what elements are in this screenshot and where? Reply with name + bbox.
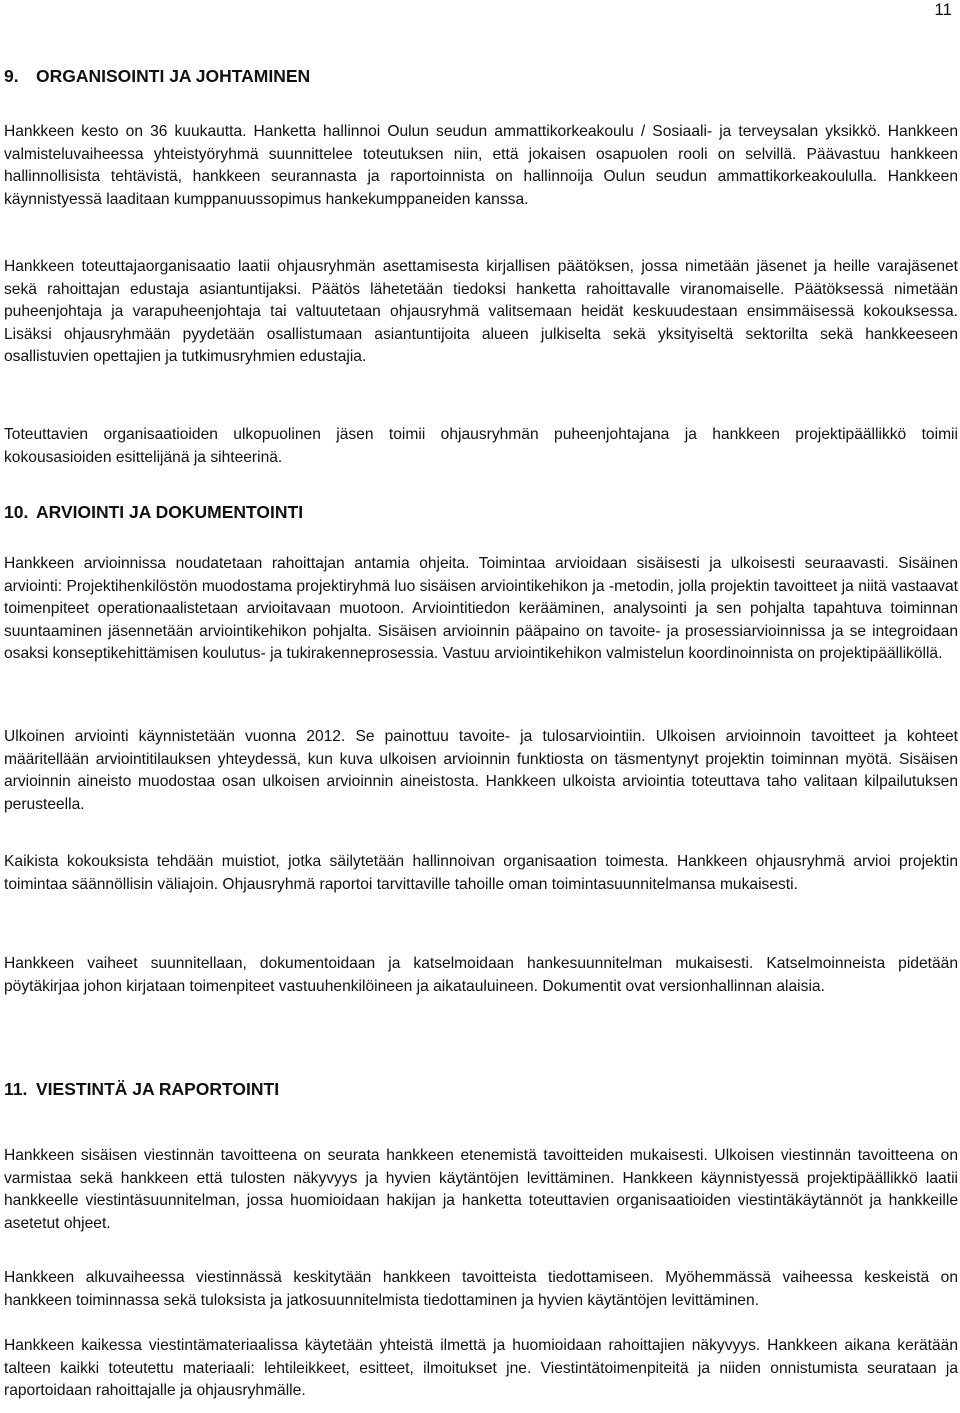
paragraph: Hankkeen kesto on 36 kuukautta. Hanketta hallinnoi Oulun seudun ammattikorkeakoulu / Sosiaali- ja terveysalan yksikkö. Hankkeen valmisteluvaiheessa yhteistyöryhmä suunnittelee toteutuksen niin, että jokaisen osapuolen rooli on selvillä. Päävastuu hankkeen hallinnollisista tehtävistä, hankkeen seurannasta ja raportoinnista on hallinnoija Oulun seudun ammattikorkeakoululla. Hankkeen käynnistyessä laaditaan kumppanuussopimus hankekumppaneiden kanssa. [4, 123, 958, 208]
section-number: 9. [4, 66, 19, 86]
paragraph: Hankkeen toteuttajaorganisaatio laatii ohjausryhmän asettamisesta kirjallisen päätöksen, jossa nimetään jäsenet ja heille varajäsenet sekä rahoittajan edustaja asiantuntijaksi. Päätös lähetetään tiedoksi hanketta rahoittavalle viranomaiselle. Päätöksessä nimetään puheenjohtaja ja varapuheenjohtaja tai valtuutetaan ohjausryhmä valitsemaan heidät keskuudestaan ensimmäisessä kokouksessa. Lisäksi ohjausryhmään pyydetään osallistumaan asiantuntijoita alueen julkiselta sekä yksityiseltä sektorilta sekä hankkeeseen osallistuvien opettajien ja tutkimusryhmien edustajia. [4, 258, 958, 366]
paragraph: Toteuttavien organisaatioiden ulkopuolinen jäsen toimii ohjausryhmän puheenjohtajana ja hankkeen projektipäällikkö toimii kokousasioiden esittelijänä ja sihteerinä. [4, 426, 958, 466]
paragraph: Hankkeen alkuvaiheessa viestinnässä keskitytään hankkeen tavoitteista tiedottamiseen. Myöhemmässä vaiheessa keskeistä on hankkeen toiminnassa sekä tuloksista ja jatkosuunnitelmista tiedottaminen ja hyvien käytäntöjen levittäminen. [4, 1269, 958, 1309]
paragraph: Hankkeen arvioinnissa noudatetaan rahoittajan antamia ohjeita. Toimintaa arvioidaan sisäisesti ja ulkoisesti seuraavasti. Sisäinen arviointi: Projektihenkilöstön muodostama projektiryhmä luo sisäisen arviointikehikon ja -metodin, jolla projektin tavoitteet ja niitä vastaavat toimenpiteet operationaalistetaan arvioitavaan muotoon. Arviointitiedon kerääminen, analysointi ja sen pohjalta tapahtuva toiminnan suuntaaminen jäsennetään arviointikehikon pohjalta. Sisäisen arvioinnin pääpaino on tavoite- ja prosessiarvioinnissa ja se integroidaan osaksi konseptikehittämisen koulutus- ja tukirakenneprosessia. Vastuu arviointikehikon valmistelun koordinoinnista on projektipäälliköllä. [4, 555, 958, 663]
section-title: VIESTINTÄ JA RAPORTOINTI [36, 1079, 280, 1099]
section-number: 10. [4, 502, 29, 522]
section-title: ARVIOINTI JA DOKUMENTOINTI [36, 502, 304, 522]
section-number: 11. [4, 1079, 28, 1099]
paragraph: Ulkoinen arviointi käynnistetään vuonna 2012. Se painottuu tavoite- ja tulosarviointiin. Ulkoisen arvioinnoin tavoitteet ja kohteet määritellään arviointitilauksen yhteydessä, kun kuva ulkoisen arvioinnin funktiosta on täsmentynyt projektin toiminnan myötä. Sisäisen arvioinnin aineisto muodostaa osan ulkoisen arvioinnin aineistosta. Hankkeen ulkoista arviointia toteuttava taho valitaan kilpailutuksen perusteella. [4, 728, 958, 813]
paragraph: Hankkeen sisäisen viestinnän tavoitteena on seurata hankkeen etenemistä tavoitteiden mukaisesti. Ulkoisen viestinnän tavoitteena on varmistaa sekä hankkeen että tulosten näkyvyys ja hyvien käytäntöjen levittäminen. Hankkeen käynnistyessä projektipäällikkö laatii hankkeelle viestintäsuunnitelman, jossa huomioidaan hakijan ja hanketta toteuttavien organisaatioiden viestintäkäytännöt ja hankkeille asetetut ohjeet. [4, 1147, 958, 1232]
section-title: ORGANISOINTI JA JOHTAMINEN [36, 66, 311, 86]
paragraph: Kaikista kokouksista tehdään muistiot, jotka säilytetään hallinnoivan organisaation toimesta. Hankkeen ohjausryhmä arvioi projektin toimintaa säännöllisin väliajoin. Ohjausryhmä raportoi tarvittaville tahoille oman toimintasuunnitelmansa mukaisesti. [4, 853, 958, 893]
paragraph: Hankkeen kaikessa viestintämateriaalissa käytetään yhteistä ilmettä ja huomioidaan rahoittajien näkyvyys. Hankkeen aikana kerätään talteen kaikki toteutettu materiaali: lehtileikkeet, esitteet, ilmoitukset jne. Viestintätoimenpiteitä ja niiden onnistumista seurataan ja raportoidaan rahoittajalle ja ohjausryhmälle. [4, 1337, 958, 1400]
section-heading-viestinta [4, 1079, 279, 1099]
paragraph: Hankkeen vaiheet suunnitellaan, dokumentoidaan ja katselmoidaan hankesuunnitelman mukaisesti. Katselmoinneista pidetään pöytäkirjaa johon kirjataan toimenpiteet vastuuhenkilöineen ja aikatauluineen. Dokumentit ovat versionhallinnan alaisia. [4, 955, 958, 995]
section-heading-arviointi [4, 502, 303, 522]
section-heading-organisointi [4, 66, 310, 86]
page-number: 11 [934, 0, 952, 19]
